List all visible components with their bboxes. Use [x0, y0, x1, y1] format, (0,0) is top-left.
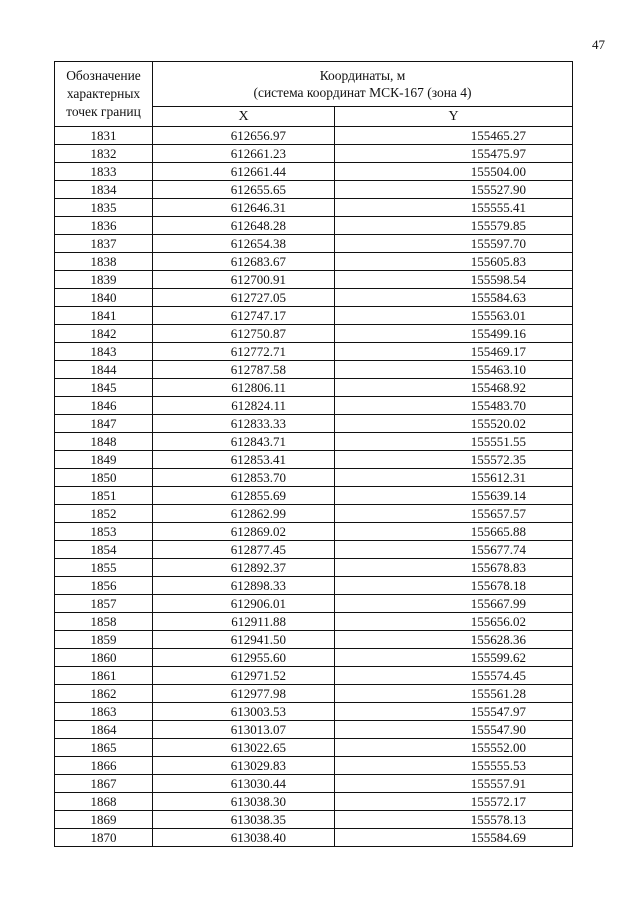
table-row: [55, 271, 573, 289]
table-row: [55, 631, 573, 649]
y-coordinate-cell: 155552.00: [335, 739, 573, 757]
x-coordinate-cell: 613013.07: [153, 721, 335, 739]
y-coordinate-cell: 155656.02: [335, 613, 573, 631]
table-row: [55, 703, 573, 721]
point-id-cell: 1831: [55, 127, 153, 145]
point-id-cell: 1849: [55, 451, 153, 469]
header-point-line: Обозначение: [66, 68, 141, 83]
x-coordinate-cell: 612772.71: [153, 343, 335, 361]
x-coordinate-cell: 613038.40: [153, 829, 335, 847]
table-row: [55, 595, 573, 613]
y-coordinate-cell: 155547.90: [335, 721, 573, 739]
x-coordinate-cell: 613022.65: [153, 739, 335, 757]
x-coordinate-cell: 612843.71: [153, 433, 335, 451]
x-coordinate-cell: 612911.88: [153, 613, 335, 631]
table-row: [55, 145, 573, 163]
point-id-cell: 1856: [55, 577, 153, 595]
x-coordinate-cell: 612661.44: [153, 163, 335, 181]
point-id-cell: 1840: [55, 289, 153, 307]
x-coordinate-cell: 612787.58: [153, 361, 335, 379]
page-number: 47: [592, 37, 605, 52]
y-coordinate-cell: 155677.74: [335, 541, 573, 559]
table-row: [55, 469, 573, 487]
y-coordinate-cell: 155678.18: [335, 577, 573, 595]
coordinates-table: [54, 61, 573, 847]
x-coordinate-cell: 612892.37: [153, 559, 335, 577]
point-id-cell: 1855: [55, 559, 153, 577]
point-id-cell: 1852: [55, 505, 153, 523]
table-row: [55, 649, 573, 667]
table-row: [55, 811, 573, 829]
x-coordinate-cell: 612869.02: [153, 523, 335, 541]
table-row: [55, 829, 573, 847]
y-coordinate-cell: 155584.63: [335, 289, 573, 307]
header-x: X: [153, 106, 335, 126]
table-row: [55, 163, 573, 181]
point-id-cell: 1858: [55, 613, 153, 631]
y-coordinate-cell: 155483.70: [335, 397, 573, 415]
x-coordinate-cell: 612655.65: [153, 181, 335, 199]
x-coordinate-cell: 612971.52: [153, 667, 335, 685]
table-row: [55, 775, 573, 793]
table-row: [55, 433, 573, 451]
table-body: [55, 127, 573, 847]
point-id-cell: 1857: [55, 595, 153, 613]
x-coordinate-cell: 612977.98: [153, 685, 335, 703]
header-y: Y: [335, 106, 573, 126]
x-coordinate-cell: 612656.97: [153, 127, 335, 145]
table-row: [55, 577, 573, 595]
table-row: [55, 721, 573, 739]
y-coordinate-cell: 155547.97: [335, 703, 573, 721]
x-coordinate-cell: 612853.70: [153, 469, 335, 487]
point-id-cell: 1853: [55, 523, 153, 541]
point-id-cell: 1836: [55, 217, 153, 235]
x-coordinate-cell: 612700.91: [153, 271, 335, 289]
table-row: [55, 793, 573, 811]
y-coordinate-cell: 155551.55: [335, 433, 573, 451]
table-row: [55, 361, 573, 379]
point-id-cell: 1835: [55, 199, 153, 217]
table-row: [55, 505, 573, 523]
table-row: [55, 397, 573, 415]
y-coordinate-cell: 155527.90: [335, 181, 573, 199]
x-coordinate-cell: 612747.17: [153, 307, 335, 325]
table-row: [55, 487, 573, 505]
point-id-cell: 1863: [55, 703, 153, 721]
table-row: [55, 343, 573, 361]
y-coordinate-cell: 155504.00: [335, 163, 573, 181]
point-id-cell: 1868: [55, 793, 153, 811]
y-coordinate-cell: 155475.97: [335, 145, 573, 163]
y-coordinate-cell: 155572.35: [335, 451, 573, 469]
y-coordinate-cell: 155657.57: [335, 505, 573, 523]
y-coordinate-cell: 155463.10: [335, 361, 573, 379]
y-coordinate-cell: 155574.45: [335, 667, 573, 685]
y-coordinate-cell: 155678.83: [335, 559, 573, 577]
table-row: [55, 667, 573, 685]
y-coordinate-cell: 155599.62: [335, 649, 573, 667]
point-id-cell: 1870: [55, 829, 153, 847]
y-coordinate-cell: 155469.17: [335, 343, 573, 361]
y-coordinate-cell: 155555.41: [335, 199, 573, 217]
table-row: [55, 415, 573, 433]
table-row: [55, 325, 573, 343]
x-coordinate-cell: 612648.28: [153, 217, 335, 235]
point-id-cell: 1839: [55, 271, 153, 289]
point-id-cell: 1865: [55, 739, 153, 757]
point-id-cell: 1860: [55, 649, 153, 667]
table-row: [55, 253, 573, 271]
x-coordinate-cell: 613029.83: [153, 757, 335, 775]
point-id-cell: 1845: [55, 379, 153, 397]
y-coordinate-cell: 155468.92: [335, 379, 573, 397]
point-id-cell: 1838: [55, 253, 153, 271]
header-row-top: [55, 62, 573, 107]
y-coordinate-cell: 155665.88: [335, 523, 573, 541]
point-id-cell: 1834: [55, 181, 153, 199]
y-coordinate-cell: 155605.83: [335, 253, 573, 271]
x-coordinate-cell: 612727.05: [153, 289, 335, 307]
header-point-line: точек границ: [66, 104, 141, 119]
x-coordinate-cell: 613038.35: [153, 811, 335, 829]
point-id-cell: 1843: [55, 343, 153, 361]
point-id-cell: 1832: [55, 145, 153, 163]
x-coordinate-cell: 612853.41: [153, 451, 335, 469]
point-id-cell: 1844: [55, 361, 153, 379]
x-coordinate-cell: 612824.11: [153, 397, 335, 415]
table-row: [55, 739, 573, 757]
x-coordinate-cell: 612750.87: [153, 325, 335, 343]
x-coordinate-cell: 612654.38: [153, 235, 335, 253]
point-id-cell: 1850: [55, 469, 153, 487]
x-coordinate-cell: 612877.45: [153, 541, 335, 559]
point-id-cell: 1846: [55, 397, 153, 415]
table-row: [55, 181, 573, 199]
y-coordinate-cell: 155499.16: [335, 325, 573, 343]
header-point-designation: [55, 62, 153, 127]
y-coordinate-cell: 155639.14: [335, 487, 573, 505]
x-coordinate-cell: 612855.69: [153, 487, 335, 505]
table-row: [55, 379, 573, 397]
y-coordinate-cell: 155520.02: [335, 415, 573, 433]
table-row: [55, 217, 573, 235]
x-coordinate-cell: 612941.50: [153, 631, 335, 649]
y-coordinate-cell: 155557.91: [335, 775, 573, 793]
point-id-cell: 1847: [55, 415, 153, 433]
table-row: [55, 757, 573, 775]
x-coordinate-cell: 612683.67: [153, 253, 335, 271]
x-coordinate-cell: 612898.33: [153, 577, 335, 595]
point-id-cell: 1842: [55, 325, 153, 343]
y-coordinate-cell: 155579.85: [335, 217, 573, 235]
table-row: [55, 451, 573, 469]
y-coordinate-cell: 155598.54: [335, 271, 573, 289]
table-row: [55, 685, 573, 703]
point-id-cell: 1851: [55, 487, 153, 505]
header-coordinates: [153, 62, 573, 107]
point-id-cell: 1848: [55, 433, 153, 451]
header-coordinates-subtitle: (система координат МСК-167 (зона 4): [253, 84, 472, 100]
table-row: [55, 199, 573, 217]
x-coordinate-cell: 612806.11: [153, 379, 335, 397]
point-id-cell: 1861: [55, 667, 153, 685]
x-coordinate-cell: 612833.33: [153, 415, 335, 433]
point-id-cell: 1869: [55, 811, 153, 829]
x-coordinate-cell: 612955.60: [153, 649, 335, 667]
table-row: [55, 307, 573, 325]
header-point-line: характерных: [66, 86, 141, 101]
x-coordinate-cell: 613030.44: [153, 775, 335, 793]
table-row: [55, 289, 573, 307]
y-coordinate-cell: 155555.53: [335, 757, 573, 775]
table-row: [55, 127, 573, 145]
point-id-cell: 1864: [55, 721, 153, 739]
x-coordinate-cell: 612661.23: [153, 145, 335, 163]
y-coordinate-cell: 155561.28: [335, 685, 573, 703]
y-coordinate-cell: 155465.27: [335, 127, 573, 145]
y-coordinate-cell: 155628.36: [335, 631, 573, 649]
x-coordinate-cell: 612646.31: [153, 199, 335, 217]
table-row: [55, 559, 573, 577]
y-coordinate-cell: 155597.70: [335, 235, 573, 253]
x-coordinate-cell: 613038.30: [153, 793, 335, 811]
y-coordinate-cell: 155563.01: [335, 307, 573, 325]
y-coordinate-cell: 155578.13: [335, 811, 573, 829]
x-coordinate-cell: 613003.53: [153, 703, 335, 721]
point-id-cell: 1841: [55, 307, 153, 325]
point-id-cell: 1866: [55, 757, 153, 775]
y-coordinate-cell: 155572.17: [335, 793, 573, 811]
point-id-cell: 1854: [55, 541, 153, 559]
point-id-cell: 1867: [55, 775, 153, 793]
y-coordinate-cell: 155584.69: [335, 829, 573, 847]
header-coordinates-title: Координаты, м: [319, 67, 406, 83]
y-coordinate-cell: 155612.31: [335, 469, 573, 487]
point-id-cell: 1833: [55, 163, 153, 181]
table-row: [55, 523, 573, 541]
table-row: [55, 235, 573, 253]
table-row: [55, 541, 573, 559]
x-coordinate-cell: 612906.01: [153, 595, 335, 613]
x-coordinate-cell: 612862.99: [153, 505, 335, 523]
point-id-cell: 1862: [55, 685, 153, 703]
point-id-cell: 1837: [55, 235, 153, 253]
table-row: [55, 613, 573, 631]
point-id-cell: 1859: [55, 631, 153, 649]
y-coordinate-cell: 155667.99: [335, 595, 573, 613]
